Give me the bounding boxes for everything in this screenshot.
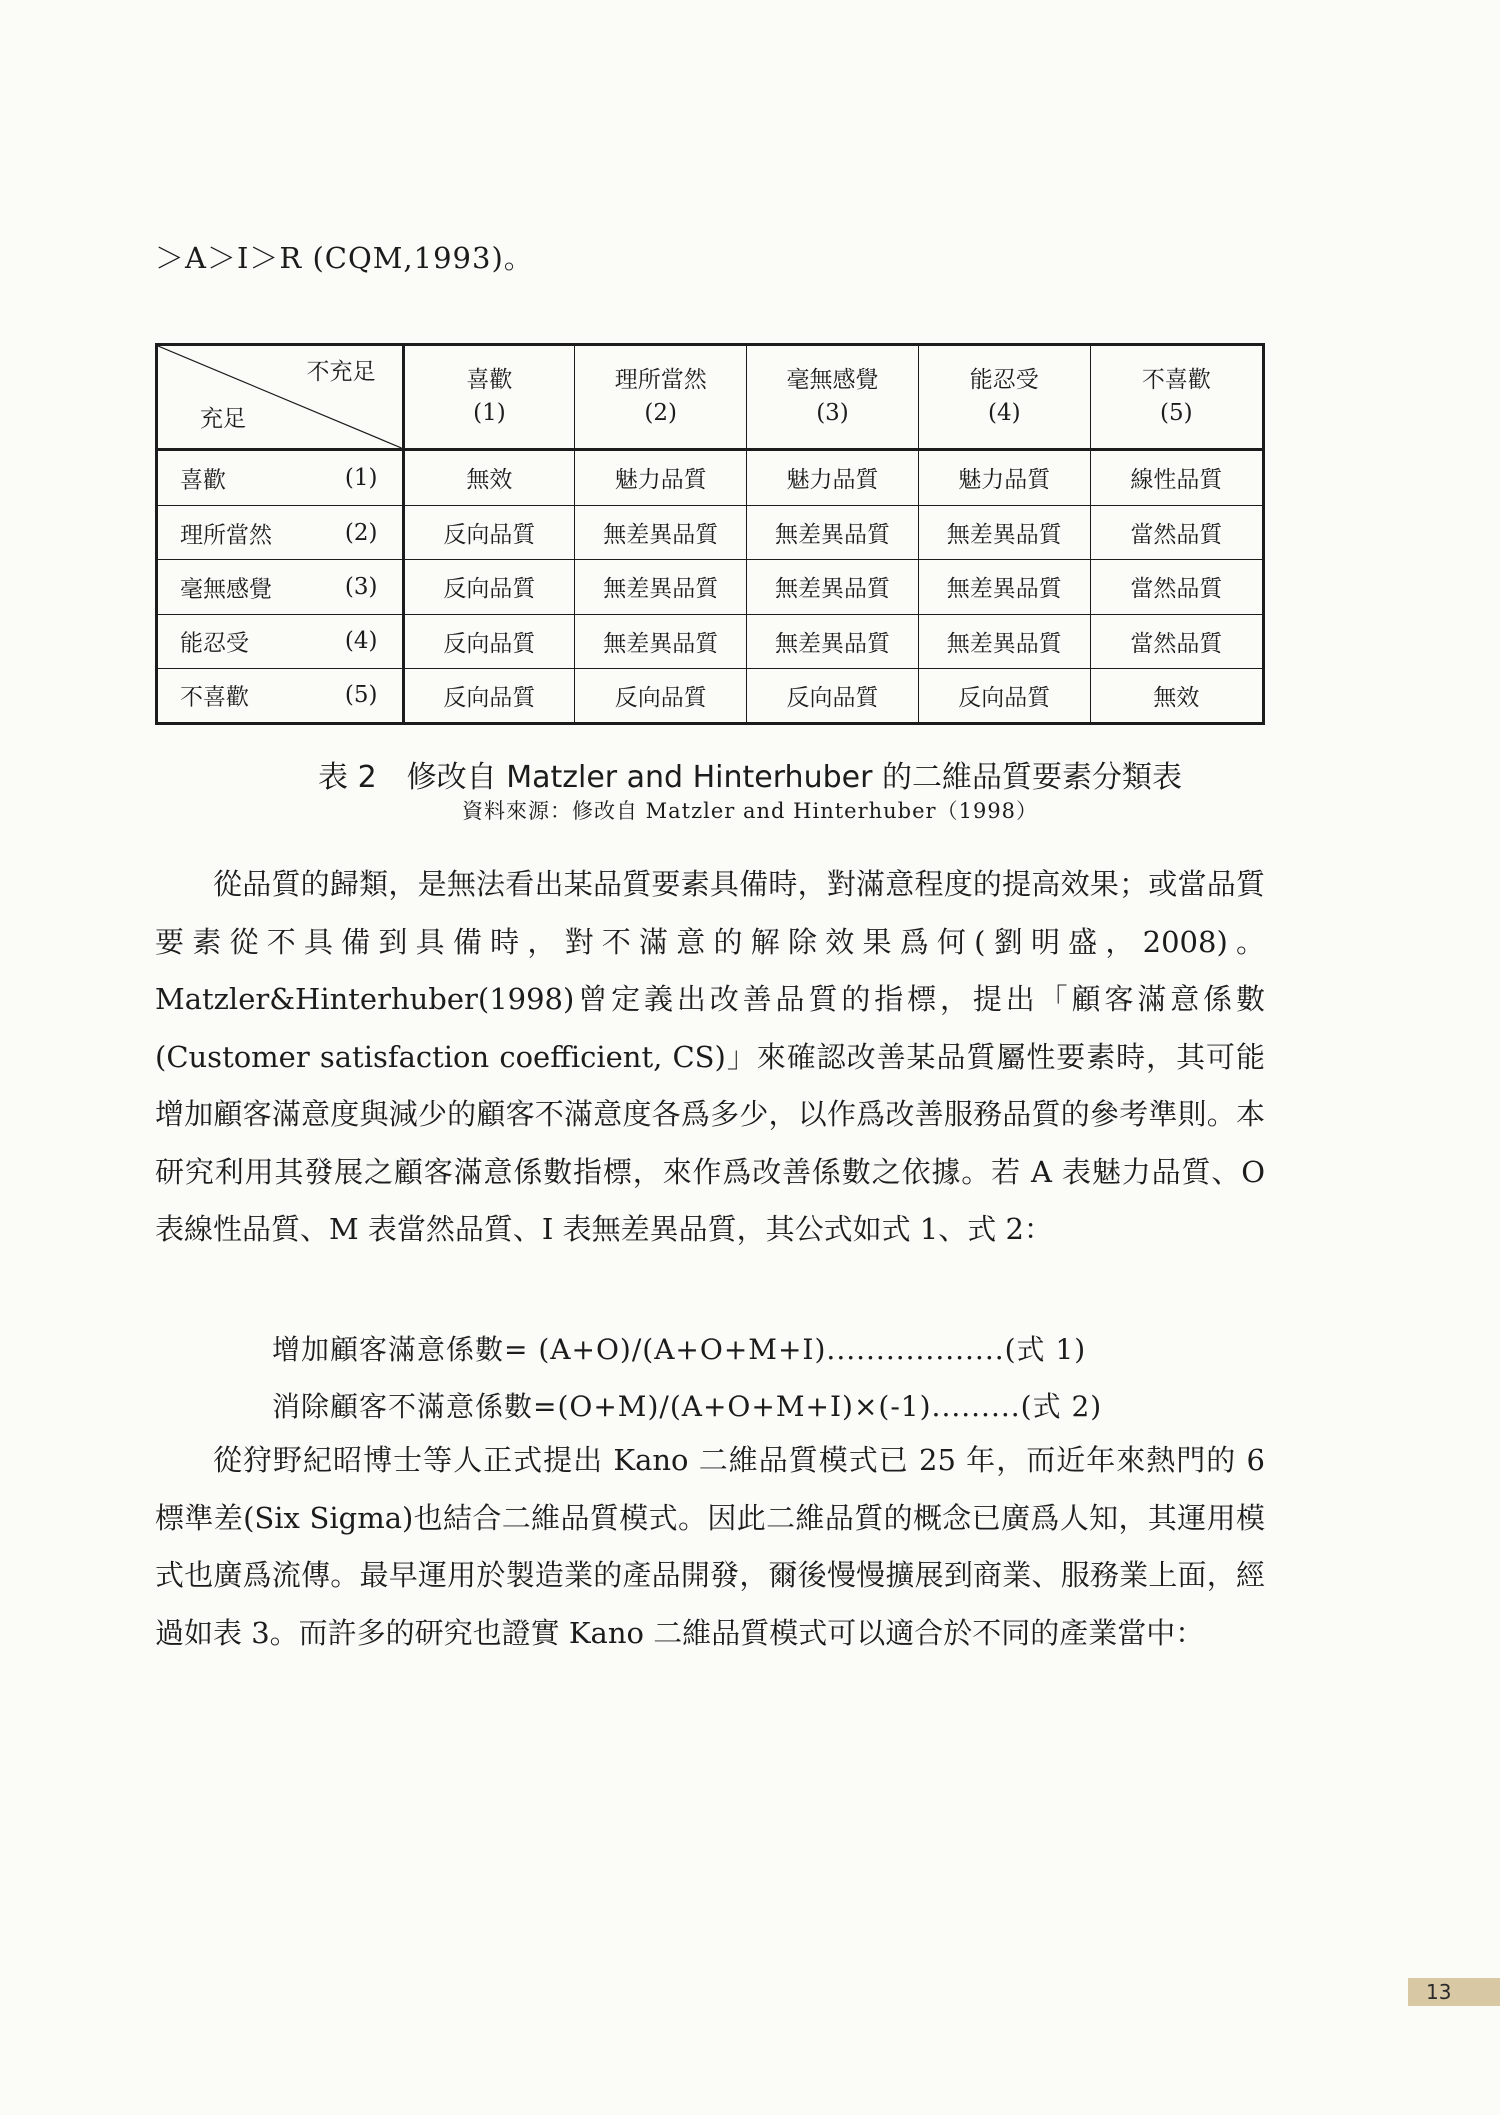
table-cell: 當然品質 <box>1090 560 1262 614</box>
table-row <box>158 505 1262 559</box>
table-cell: 無效 <box>403 450 575 506</box>
table-cell: 魅力品質 <box>575 450 747 506</box>
table-cell: 無差異品質 <box>575 505 747 559</box>
row-header: 喜歡 (1) <box>158 450 403 506</box>
table-header-row <box>158 346 1262 450</box>
table-cell: 反向品質 <box>747 668 919 722</box>
table-cell: 當然品質 <box>1090 505 1262 559</box>
table-cell: 無差異品質 <box>747 614 919 668</box>
table-cell: 反向品質 <box>918 668 1090 722</box>
table-cell: 無效 <box>1090 668 1262 722</box>
table-row <box>158 450 1262 506</box>
table-cell: 無差異品質 <box>747 560 919 614</box>
table-cell: 無差異品質 <box>918 505 1090 559</box>
table-cell: 魅力品質 <box>747 450 919 506</box>
table-source: 資料來源：修改自 Matzler and Hinterhuber（1998） <box>461 799 1039 823</box>
row-header: 理所當然 (2) <box>158 505 403 559</box>
column-header: 不喜歡 (5) <box>1090 346 1262 450</box>
page-number: 13 <box>1408 1978 1500 2006</box>
formula-1: 增加顧客滿意係數= (A+O)/(A+O+M+I)..................(式 1) <box>272 1333 1087 1366</box>
table-row <box>158 560 1262 614</box>
corner-top-label: 不充足 <box>306 359 376 385</box>
table-cell: 無差異品質 <box>918 560 1090 614</box>
table-cell: 無差異品質 <box>918 614 1090 668</box>
row-header: 能忍受 (4) <box>158 614 403 668</box>
table-cell: 反向品質 <box>403 560 575 614</box>
body-paragraph: 從狩野紀昭博士等人正式提出 Kano 二維品質模式已 25 年，而近年來熱門的 6 標準差(Six Sigma)也結合二維品質模式。因此二維品質的概念已廣爲人知，其運用模式也廣爲流傳。最早運用於製造業的產品開發，爾後慢慢擴展到商業、服務業上面，經過如表 3。而許多的研究也證實 Kano 二維品質模式可以適合於不同的產業當中： <box>155 1443 1265 1650</box>
table-caption: 表 2 修改自 Matzler and Hinterhuber 的二維品質要素分類表 <box>318 760 1182 795</box>
table-cell: 當然品質 <box>1090 614 1262 668</box>
table-cell: 反向品質 <box>575 668 747 722</box>
table-corner-cell <box>158 346 403 450</box>
table-row <box>158 614 1262 668</box>
lead-line: ＞A＞I＞R (CQM,1993)。 <box>155 241 534 275</box>
column-header: 理所當然 (2) <box>575 346 747 450</box>
table-cell: 反向品質 <box>403 505 575 559</box>
table-cell: 反向品質 <box>403 668 575 722</box>
formula-2: 消除顧客不滿意係數=(O+M)/(A+O+M+I)×(-1).........(式 2) <box>272 1390 1103 1423</box>
row-header: 毫無感覺 (3) <box>158 560 403 614</box>
table-cell: 無差異品質 <box>575 560 747 614</box>
table-cell: 無差異品質 <box>747 505 919 559</box>
table-cell: 無差異品質 <box>575 614 747 668</box>
column-header: 毫無感覺 (3) <box>747 346 919 450</box>
row-header: 不喜歡 (5) <box>158 668 403 722</box>
body-paragraph: 從品質的歸類，是無法看出某品質要素具備時，對滿意程度的提高效果；或當品質要素從不具備到具備時，對不滿意的解除效果爲何(劉明盛，2008)。Matzler&Hinterhuber(1998)曾定義出改善品質的指標，提出「顧客滿意係數(Customer satisfaction coefficient, CS)」來確認改善某品質屬性要素時，其可能增加顧客滿意度與減少的顧客不滿意度各爲多少，以作爲改善服務品質的參考準則。本研究利用其發展之顧客滿意係數指標，來作爲改善係數之依據。若 A 表魅力品質、O 表線性品質、M 表當然品質、I 表無差異品質，其公式如式 1、式 2： <box>155 867 1265 1246</box>
table-row <box>158 668 1262 722</box>
column-header: 喜歡 (1) <box>403 346 575 450</box>
kano-classification-table <box>155 343 1265 725</box>
table-cell: 線性品質 <box>1090 450 1262 506</box>
table-cell: 魅力品質 <box>918 450 1090 506</box>
corner-bottom-label: 充足 <box>200 406 246 432</box>
table-cell: 反向品質 <box>403 614 575 668</box>
column-header: 能忍受 (4) <box>918 346 1090 450</box>
